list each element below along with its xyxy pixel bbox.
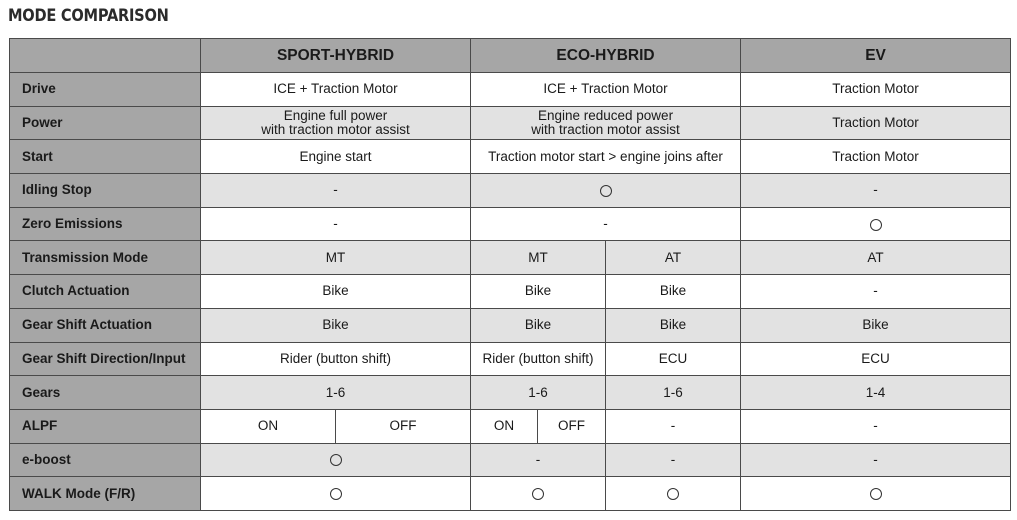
cell: MT [471, 241, 606, 275]
table-row [10, 73, 1011, 107]
row-label: Gears [10, 376, 201, 410]
circle-icon [600, 185, 612, 197]
cell [471, 106, 741, 140]
table-row [10, 376, 1011, 410]
cell: Rider (button shift) [471, 342, 606, 376]
circle-icon [870, 488, 882, 500]
cell [201, 443, 471, 477]
cell: MT [201, 241, 471, 275]
cell: ECU [741, 342, 1011, 376]
cell: - [471, 443, 606, 477]
cell: - [741, 174, 1011, 208]
cell: Bike [471, 308, 606, 342]
table-row [10, 342, 1011, 376]
row-label: Gear Shift Actuation [10, 308, 201, 342]
table-row [10, 174, 1011, 208]
cell: Traction Motor [741, 73, 1011, 107]
table-row [10, 241, 1011, 275]
cell: 1-6 [471, 376, 606, 410]
cell: - [741, 409, 1011, 443]
cell: Bike [606, 308, 741, 342]
cell [201, 106, 471, 140]
corner-cell [10, 39, 201, 73]
cell: ECU [606, 342, 741, 376]
cell [741, 477, 1011, 511]
cell: Engine start [201, 140, 471, 174]
cell: Traction Motor [741, 140, 1011, 174]
cell: - [741, 443, 1011, 477]
cell [471, 477, 606, 511]
cell-line: with traction motor assist [261, 122, 410, 138]
cell: - [201, 207, 471, 241]
row-label: e-boost [10, 443, 201, 477]
cell: - [201, 174, 471, 208]
row-label: ALPF [10, 409, 201, 443]
table-row [10, 207, 1011, 241]
circle-icon [330, 488, 342, 500]
cell: Bike [606, 275, 741, 309]
circle-icon [532, 488, 544, 500]
cell: Traction Motor [741, 106, 1011, 140]
circle-icon [471, 174, 741, 208]
header-eco-hybrid: ECO-HYBRID [471, 39, 741, 73]
row-label: Idling Stop [10, 174, 201, 208]
table-row [10, 275, 1011, 309]
row-label: Drive [10, 73, 201, 107]
table-row [10, 477, 1011, 511]
table-row [10, 409, 1011, 443]
circle-icon [667, 488, 679, 500]
header-sport-hybrid: SPORT-HYBRID [201, 39, 471, 73]
cell [201, 477, 471, 511]
row-label: Zero Emissions [10, 207, 201, 241]
cell: Bike [471, 275, 606, 309]
cell-line: Engine full power [283, 108, 388, 124]
cell: Bike [201, 275, 471, 309]
cell: 1-6 [606, 376, 741, 410]
cell: 1-4 [741, 376, 1011, 410]
cell: ICE + Traction Motor [201, 73, 471, 107]
cell: Bike [201, 308, 471, 342]
cell: Rider (button shift) [201, 342, 471, 376]
cell-line: Engine reduced power [537, 108, 674, 124]
cell: AT [606, 241, 741, 275]
circle-icon [330, 454, 342, 466]
cell: - [606, 443, 741, 477]
circle-icon [870, 219, 882, 231]
cell: AT [741, 241, 1011, 275]
cell: - [741, 275, 1011, 309]
table-row [10, 106, 1011, 140]
cell: 1-6 [201, 376, 471, 410]
row-label: Power [10, 106, 201, 140]
cell: ON [201, 409, 336, 443]
cell: - [471, 207, 741, 241]
cell: ICE + Traction Motor [471, 73, 741, 107]
cell: - [606, 409, 741, 443]
cell: ON [471, 409, 538, 443]
cell: OFF [336, 409, 471, 443]
table-row [10, 443, 1011, 477]
cell: OFF [538, 409, 606, 443]
page-title: MODE COMPARISON [8, 6, 169, 26]
cell-line: with traction motor assist [531, 122, 680, 138]
table-row [10, 308, 1011, 342]
row-label: Start [10, 140, 201, 174]
row-label: WALK Mode (F/R) [10, 477, 201, 511]
row-label: Transmission Mode [10, 241, 201, 275]
table-row [10, 140, 1011, 174]
cell [606, 477, 741, 511]
cell [741, 207, 1011, 241]
mode-comparison-table [9, 38, 1011, 511]
cell: Bike [741, 308, 1011, 342]
row-label: Gear Shift Direction/Input [10, 342, 201, 376]
row-label: Clutch Actuation [10, 275, 201, 309]
header-row [10, 39, 1011, 73]
header-ev: EV [741, 39, 1011, 73]
cell: Traction motor start > engine joins after [471, 140, 741, 174]
